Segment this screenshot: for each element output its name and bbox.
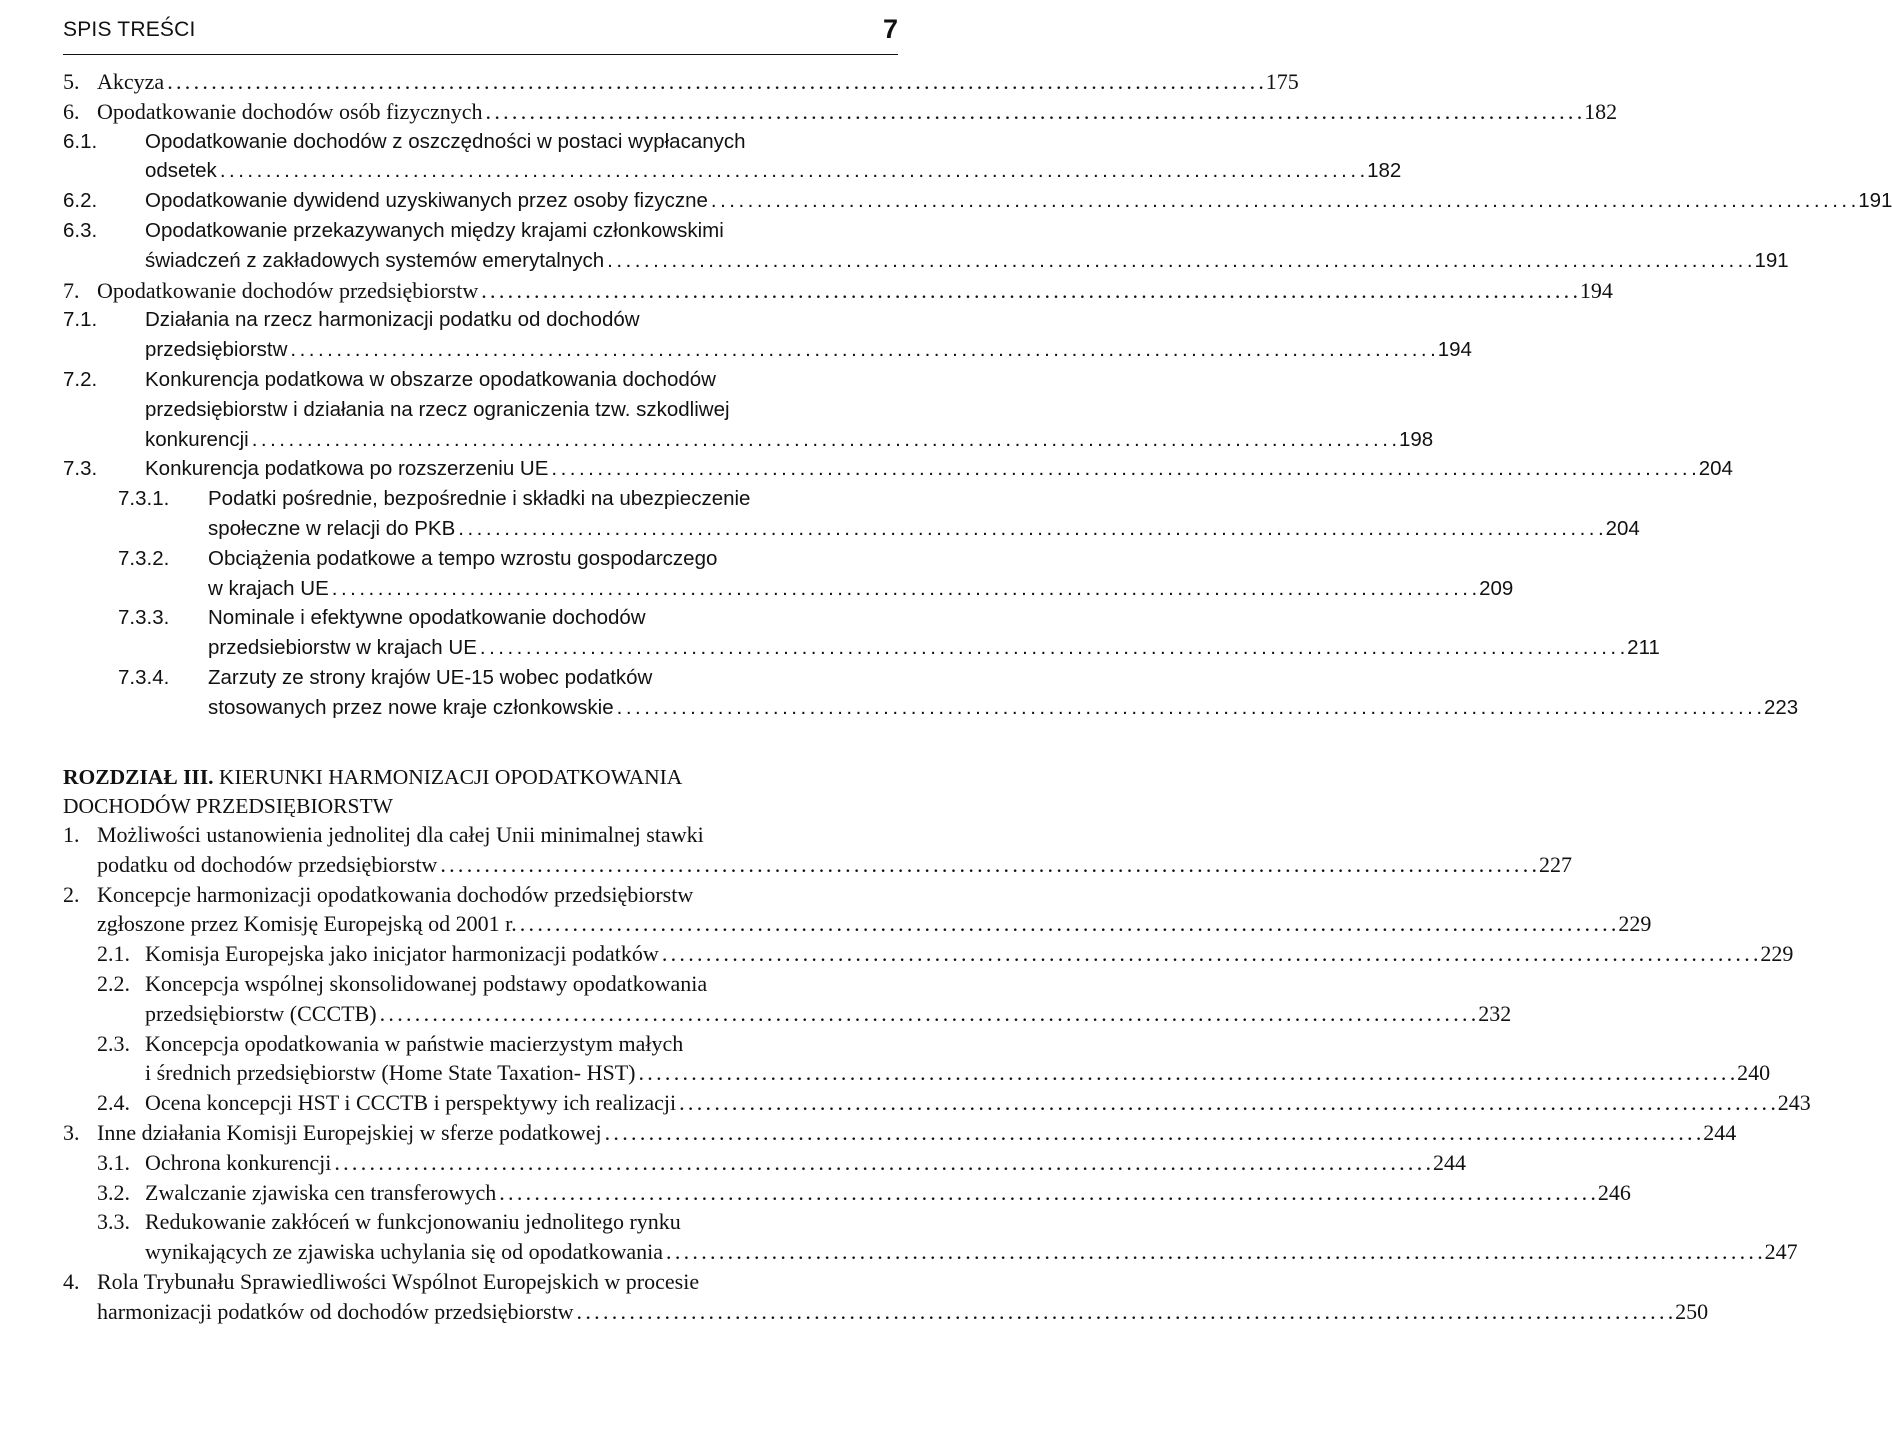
toc-entry-title: odsetek	[145, 159, 217, 183]
toc-entry-number: 6.1.	[63, 129, 98, 153]
toc-entry-title: Opodatkowanie przekazywanych między krajami członkowskimi	[145, 219, 724, 242]
toc-entry-number: 3.3.	[97, 1209, 130, 1235]
toc-entry-number: 7.	[63, 277, 80, 303]
toc-entry-number: 5.	[63, 69, 80, 94]
toc-entry-title: Zwalczanie zjawiska cen transferowych	[145, 1179, 497, 1205]
toc-entry-title: przedsiebiorstw w krajach UE	[208, 636, 477, 660]
toc-entry-title: Konkurencja podatkowa w obszarze opodatkowania dochodów	[145, 368, 716, 391]
chapter-title-line1: KIERUNKI HARMONIZACJI OPODATKOWANIA	[218, 765, 683, 789]
toc-entry-title: społeczne w relacji do PKB	[208, 517, 456, 540]
toc-entry-page: 191	[1754, 248, 1789, 272]
toc-entry-title: Inne działania Komisji Europejskiej w sferze podatkowej	[97, 1120, 602, 1145]
page-header	[63, 14, 898, 55]
toc-entry-title: Działania na rzecz harmonizacji podatku od dochodów	[145, 308, 640, 332]
toc-entry-number: 7.3.	[63, 457, 98, 481]
toc-entry-number: 2.4.	[97, 1090, 130, 1116]
toc-entry-number: 1.	[63, 822, 80, 847]
toc-entry-title: Redukowanie zakłóceń w funkcjonowaniu jednolitego rynku	[145, 1209, 681, 1235]
toc-entry-number: 3.	[63, 1120, 80, 1145]
toc-entry-title: przedsiębiorstw	[145, 338, 288, 362]
toc-entry-title: podatku od dochodów przedsiębiorstw	[97, 851, 438, 877]
toc-entry-number: 2.1.	[97, 941, 130, 967]
toc-entry-page: 244	[1703, 1120, 1737, 1145]
toc-entry-title: Podatki pośrednie, bezpośrednie i składki na ubezpieczenie	[208, 487, 751, 511]
toc-entry-title: Koncepcja wspólnej skonsolidowanej podstawy opodatkowania	[145, 971, 708, 996]
toc-entry-title: Opodatkowanie dochodów przedsiębiorstw	[97, 277, 479, 303]
toc-entry-title: Ochrona konkurencji	[145, 1149, 332, 1175]
toc-entry-page: 229	[1618, 911, 1652, 937]
toc-entry-title: stosowanych przez nowe kraje członkowskie	[208, 695, 614, 719]
toc-entry-number: 7.1.	[63, 308, 98, 332]
toc-entry-title: przedsiębiorstw i działania na rzecz ograniczenia tzw. szkodliwej	[145, 397, 730, 421]
toc-entry-page: 244	[1432, 1149, 1466, 1175]
toc-entry-title: Opodatkowanie dochodów osób fizycznych	[97, 98, 483, 124]
toc-entry-title: Obciążenia podatkowe a tempo wzrostu gospodarczego	[208, 546, 718, 570]
chapter-title-line2: DOCHODÓW PRZEDSIĘBIORSTW	[63, 794, 393, 818]
toc-entry-page: 223	[1763, 695, 1799, 719]
toc-entry-number: 6.3.	[63, 219, 98, 242]
toc-entry-page: 211	[1627, 636, 1660, 660]
dot-leader	[574, 1295, 1676, 1329]
toc-entry-title: Opodatkowanie dywidend uzyskiwanych przez osoby fizyczne	[145, 189, 708, 213]
toc-entry-page: 229	[1760, 941, 1794, 967]
toc-entry-title: Akcyza	[97, 69, 165, 94]
toc-entry-title: Możliwości ustanowienia jednolitej dla całej Unii minimalnej stawki	[97, 822, 704, 847]
toc-entry-title: i średnich przedsiębiorstw (Home State Taxation- HST)	[145, 1060, 636, 1086]
toc-entry-number: 7.3.3.	[118, 606, 170, 630]
toc-entry-page: 204	[1698, 457, 1733, 481]
toc-entry-title: Nominale i efektywne opodatkowanie dochodów	[208, 606, 646, 630]
toc-entry-number: 2.2.	[97, 971, 130, 996]
running-title: SPIS TREŚCI	[63, 18, 196, 41]
toc-entry-number: 3.1.	[97, 1149, 130, 1175]
toc-entry-title: Opodatkowanie dochodów z oszczędności w postaci wypłacanych	[145, 129, 746, 153]
toc-entry-title: w krajach UE	[208, 576, 329, 600]
toc-entry-number: 6.	[63, 98, 80, 124]
toc-entry-page: 240	[1737, 1060, 1771, 1086]
toc-entry-title: świadczeń z zakładowych systemów emerytalnych	[145, 248, 605, 272]
chapter-label: ROZDZIAŁ III.	[63, 765, 214, 789]
toc-entry-page: 227	[1538, 851, 1572, 877]
toc-entry-title: wynikających ze zjawiska uchylania się od opodatkowania	[145, 1239, 664, 1265]
toc-entry-number: 3.2.	[97, 1179, 130, 1205]
toc-entry-page: 250	[1675, 1298, 1709, 1324]
toc-entry-title: Konkurencja podatkowa po rozszerzeniu UE	[145, 457, 549, 481]
toc-entry-title: harmonizacji podatków od dochodów przedsiębiorstw	[97, 1298, 574, 1324]
toc-entry-page: 232	[1478, 1000, 1512, 1026]
toc-entry-page: 243	[1777, 1090, 1811, 1116]
dot-leader	[614, 691, 1764, 725]
toc-entry-page: 246	[1597, 1179, 1631, 1205]
toc-entry-page: 182	[1584, 98, 1618, 124]
toc-entry-page: 209	[1479, 576, 1514, 600]
toc-entry-page: 194	[1437, 338, 1472, 362]
page-number: 7	[882, 14, 898, 44]
toc-entry-line	[208, 691, 1799, 725]
toc-entry-title: zgłoszone przez Komisję Europejską od 2001 r.	[97, 911, 517, 937]
toc-entry-title: konkurencji	[145, 427, 249, 451]
toc-entry-title: Ocena koncepcji HST i CCCTB i perspektywy ich realizacji	[145, 1090, 677, 1116]
toc-entry-number: 7.3.1.	[118, 487, 170, 511]
toc-entry-page: 194	[1579, 277, 1613, 303]
toc-entry-title: przedsiębiorstw (CCCTB)	[145, 1000, 377, 1026]
toc-entry-title: Koncepcje harmonizacji opodatkowania dochodów przedsiębiorstw	[97, 881, 694, 907]
toc-entry-page: 247	[1764, 1239, 1798, 1265]
toc-entry-number: 7.3.2.	[118, 546, 170, 570]
toc-entry-title: Koncepcja opodatkowania w państwie macierzystym małych	[145, 1030, 684, 1056]
toc-entry-title: Rola Trybunału Sprawiedliwości Wspólnot Europejskich w procesie	[97, 1269, 700, 1294]
toc-entry-page: 204	[1605, 517, 1640, 540]
toc-entry-number: 2.	[63, 881, 80, 907]
toc-entry-number: 7.3.4.	[118, 666, 170, 689]
toc-entry-page: 182	[1367, 159, 1402, 183]
toc-entry-page: 175	[1265, 69, 1299, 94]
toc-entry-title: Zarzuty ze strony krajów UE-15 wobec podatków	[208, 666, 653, 689]
toc-entry-page: 191	[1858, 189, 1892, 213]
toc-entry-number: 4.	[63, 1269, 80, 1294]
toc-entry-number: 2.3.	[97, 1030, 130, 1056]
toc-entry-page: 198	[1399, 427, 1434, 451]
toc-entry-title: Komisja Europejska jako inicjator harmonizacji podatków	[145, 941, 659, 967]
toc-entry-line	[97, 1295, 1709, 1329]
toc-entry-number: 6.2.	[63, 189, 98, 213]
toc-entry-number: 7.2.	[63, 368, 98, 391]
